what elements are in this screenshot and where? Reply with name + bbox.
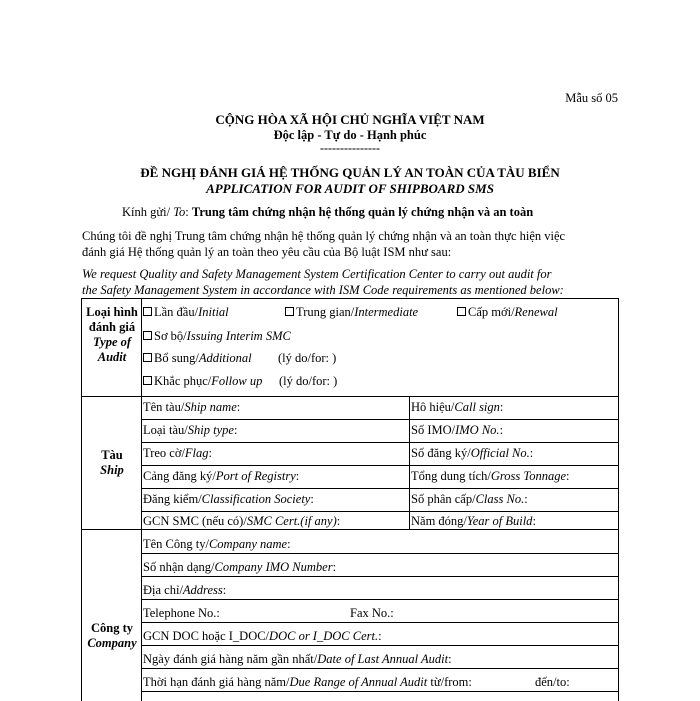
- section-divider-ship: [82, 529, 618, 530]
- option-additional[interactable]: [143, 350, 252, 366]
- flag-label-vi: Treo cờ/: [143, 446, 185, 460]
- company-address-label-vi: Địa chỉ/: [143, 583, 183, 597]
- recipient-prefix: Kính gửi/: [122, 205, 174, 219]
- option-interim-en: Issuing Interim SMC: [186, 329, 291, 343]
- year-of-build-label-vi: Năm đóng/: [411, 514, 467, 528]
- imo-no-colon: :: [499, 423, 504, 437]
- option-additional-en: Additional: [198, 351, 252, 365]
- class-society-label-en: Classification Society: [201, 492, 311, 506]
- doc-cert-label-en: DOC or I_DOC Cert.: [269, 629, 379, 643]
- form-title-en: APPLICATION FOR AUDIT OF SHIPBOARD SMS: [206, 181, 494, 196]
- checkbox-renewal[interactable]: [457, 307, 466, 316]
- option-additional-reason: (lý do/for: ): [278, 351, 337, 365]
- port-of-registry-field[interactable]: [143, 468, 299, 484]
- last-annual-audit-field[interactable]: [143, 651, 452, 667]
- ship-label: [82, 448, 142, 478]
- header-rule: ---------------: [320, 141, 380, 155]
- row-line: [141, 668, 618, 669]
- section-divider-audit: [82, 396, 618, 397]
- gross-tonnage-label-en: Gross Tonnage: [490, 469, 566, 483]
- option-intermediate[interactable]: [285, 304, 418, 320]
- class-no-label-en: Class No.: [475, 492, 525, 506]
- company-label-en: Company: [87, 636, 137, 650]
- form-number: Mẫu số 05: [565, 91, 618, 105]
- company-name-colon: :: [287, 537, 291, 551]
- checkbox-interim[interactable]: [143, 331, 152, 340]
- form-title-vi: ĐỀ NGHỊ ĐÁNH GIÁ HỆ THỐNG QUẢN LÝ AN TOÀN CỦA TÀU BIỂN: [140, 165, 560, 180]
- due-range-label-vi: Thời hạn đánh giá hàng năm/: [143, 675, 290, 689]
- due-range-label-en: Due Range of Annual Audit: [289, 675, 428, 689]
- row-line: [141, 553, 618, 554]
- company-address-field[interactable]: [143, 582, 226, 598]
- company-imo-label-en: Company IMO Number: [214, 560, 333, 574]
- ship-type-field[interactable]: [143, 422, 237, 438]
- option-renewal[interactable]: [457, 304, 558, 320]
- port-label-vi: Cảng đăng ký/: [143, 469, 216, 483]
- option-followup[interactable]: [143, 373, 262, 389]
- fax-field[interactable]: Fax No.:: [350, 606, 394, 620]
- classification-society-field[interactable]: [143, 491, 314, 507]
- company-name-label-vi: Tên Công ty/: [143, 537, 209, 551]
- ship-name-label-vi: Tên tàu/: [143, 400, 185, 414]
- flag-colon: :: [208, 446, 213, 460]
- imo-no-field[interactable]: [411, 422, 503, 438]
- option-renewal-vi: Cấp mới/: [468, 305, 515, 319]
- last-audit-colon: :: [448, 652, 452, 666]
- checkbox-additional[interactable]: [143, 353, 152, 362]
- row-line: [141, 511, 618, 512]
- row-line: [141, 599, 618, 600]
- row-line: [141, 622, 618, 623]
- class-no-label-vi: Số phân cấp/: [411, 492, 476, 506]
- due-range-field[interactable]: [143, 674, 472, 690]
- audit-type-label-en-1: Type of: [92, 335, 132, 349]
- gross-tonnage-field[interactable]: [411, 468, 569, 484]
- recipient-name: Trung tâm chứng nhận hệ thống quản lý chứng nhận và an toàn: [191, 205, 534, 219]
- row-line: [141, 442, 618, 443]
- class-no-colon: :: [524, 492, 528, 506]
- company-imo-field[interactable]: [143, 559, 336, 575]
- ship-type-label-vi: Loại tàu/: [143, 423, 188, 437]
- official-no-field[interactable]: [411, 445, 533, 461]
- flag-label-en: Flag: [184, 446, 209, 460]
- ship-label-vi: Tàu: [101, 448, 123, 462]
- option-followup-vi: Khắc phục/: [154, 374, 212, 388]
- row-line: [141, 488, 618, 489]
- port-label-en: Port of Registry: [215, 469, 296, 483]
- request-vi-line-1: Chúng tôi đề nghị Trung tâm chứng nhận hệ thống quản lý chứng nhận và an toàn thực hiện việc: [82, 229, 566, 243]
- due-range-to[interactable]: đến/to:: [535, 675, 570, 689]
- call-sign-field[interactable]: [411, 399, 503, 415]
- official-no-label-vi: Số đăng ký/: [411, 446, 471, 460]
- year-of-build-colon: :: [532, 514, 536, 528]
- year-of-build-field[interactable]: [411, 513, 536, 529]
- smc-cert-label-en: SMC Cert.(if any): [246, 514, 337, 528]
- doc-cert-field[interactable]: [143, 628, 382, 644]
- recipient-line: [122, 205, 533, 220]
- ship-label-en: Ship: [100, 463, 124, 477]
- row-line: [141, 465, 618, 466]
- ship-name-label-en: Ship name: [184, 400, 237, 414]
- class-no-field[interactable]: [411, 491, 528, 507]
- gross-tonnage-label-vi: Tổng dung tích/: [411, 469, 491, 483]
- imo-no-label-en: IMO No.: [455, 423, 500, 437]
- recipient-prefix-en: To: [173, 205, 186, 219]
- ship-type-colon: :: [233, 423, 238, 437]
- checkbox-intermediate[interactable]: [285, 307, 294, 316]
- checkbox-followup[interactable]: [143, 376, 152, 385]
- telephone-field[interactable]: Telephone No.:: [143, 606, 220, 620]
- option-initial[interactable]: [143, 304, 229, 320]
- ship-name-field[interactable]: [143, 399, 240, 415]
- request-en-line-1: We request Quality and Safety Management System Certification Center to carry out audit for: [82, 267, 552, 281]
- company-imo-colon: :: [332, 560, 337, 574]
- row-line: [141, 691, 618, 692]
- option-renewal-en: Renewal: [514, 305, 558, 319]
- option-interim[interactable]: [143, 328, 291, 344]
- motto: Độc lập - Tự do - Hạnh phúc: [273, 128, 427, 142]
- company-imo-label-vi: Số nhận dạng/: [143, 560, 215, 574]
- audit-type-label-vi-2: đánh giá: [88, 320, 136, 334]
- class-society-colon: :: [310, 492, 314, 506]
- company-label-vi: Công ty: [90, 621, 134, 635]
- ship-column-divider: [409, 396, 410, 529]
- call-sign-colon: :: [499, 400, 504, 414]
- year-of-build-label-en: Year of Build: [466, 514, 533, 528]
- official-no-colon: :: [529, 446, 534, 460]
- option-additional-vi: Bổ sung/: [154, 351, 199, 365]
- option-initial-en: Initial: [198, 305, 229, 319]
- doc-cert-label-vi: GCN DOC hoặc I_DOC/: [143, 629, 270, 643]
- last-audit-label-en: Date of Last Annual Audit: [317, 652, 449, 666]
- last-audit-label-vi: Ngày đánh giá hàng năm gần nhất/: [143, 652, 318, 666]
- option-followup-reason: (lý do/for: ): [279, 374, 338, 388]
- company-name-label-en: Company name: [208, 537, 288, 551]
- gross-tonnage-colon: :: [566, 469, 570, 483]
- smc-cert-field[interactable]: [143, 513, 340, 529]
- smc-cert-colon: :: [336, 514, 341, 528]
- official-no-label-en: Official No.: [470, 446, 530, 460]
- row-line: [141, 576, 618, 577]
- class-society-label-vi: Đăng kiểm/: [143, 492, 202, 506]
- audit-form-table: [81, 298, 619, 701]
- option-interim-vi: Sơ bộ/: [154, 329, 187, 343]
- request-vi-line-2: đánh giá Hệ thống quản lý an toàn theo yêu cầu của Bộ luật ISM như sau:: [82, 245, 452, 259]
- due-range-from: từ/from:: [427, 675, 472, 689]
- recipient-colon: :: [185, 205, 192, 219]
- option-initial-vi: Lần đầu/: [154, 305, 199, 319]
- smc-cert-label-vi: GCN SMC (nếu có)/: [143, 514, 247, 528]
- call-sign-label-vi: Hô hiệu/: [411, 400, 455, 414]
- imo-no-label-vi: Số IMO/: [411, 423, 456, 437]
- audit-type-label-vi-1: Loại hình: [86, 305, 138, 319]
- flag-field[interactable]: [143, 445, 212, 461]
- nation-heading: CỘNG HÒA XÃ HỘI CHỦ NGHĨA VIỆT NAM: [215, 112, 485, 127]
- audit-type-label-en-2: Audit: [97, 350, 127, 364]
- row-line: [141, 419, 618, 420]
- option-followup-en: Follow up: [211, 374, 263, 388]
- request-en-line-2: the Safety Management System in accordance with ISM Code requirements as mentioned below:: [82, 283, 564, 297]
- ship-type-label-en: Ship type: [187, 423, 234, 437]
- option-intermediate-en: Intermediate: [354, 305, 419, 319]
- company-address-colon: :: [222, 583, 227, 597]
- row-line: [141, 645, 618, 646]
- checkbox-initial[interactable]: [143, 307, 152, 316]
- port-colon: :: [295, 469, 300, 483]
- ship-name-colon: :: [236, 400, 241, 414]
- call-sign-label-en: Call sign: [454, 400, 500, 414]
- company-address-label-en: Address: [182, 583, 223, 597]
- option-intermediate-vi: Trung gian/: [296, 305, 355, 319]
- company-name-field[interactable]: [143, 536, 291, 552]
- doc-cert-colon: :: [378, 629, 382, 643]
- company-label: [82, 621, 142, 651]
- audit-type-label: [82, 305, 142, 365]
